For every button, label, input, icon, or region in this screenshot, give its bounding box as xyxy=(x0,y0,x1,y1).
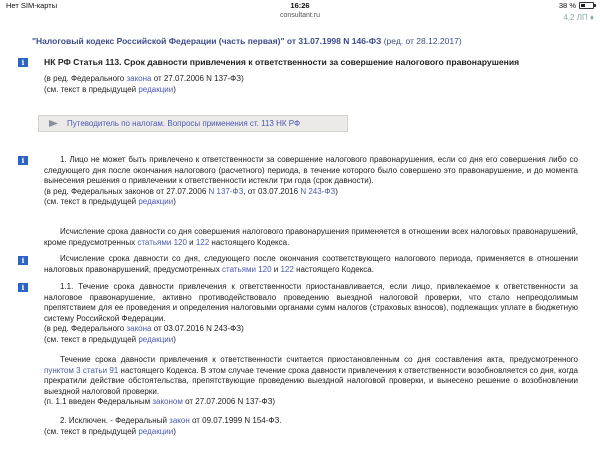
paragraph-4-text: 1.1. Течение срока давности привлечения к ответственности приостанавливается, если лицо, привлекаемое к ответственности за налоговое правонарушение, активно противодействовало проведению выездной налоговой проверки, что стало непреодолимым препятствием для ее проведения и определения налоговыми органами сумм налогов (страховых взносов), подлежащих уплате в бюджетную систему Российской Федерации. xyxy=(44,282,578,323)
status-bar xyxy=(0,0,600,12)
guide-link-box[interactable] xyxy=(38,115,348,132)
article-120-link[interactable]: статьями 120 xyxy=(222,264,272,274)
article-previous-note xyxy=(44,85,578,96)
battery-percent: 38 % xyxy=(558,1,576,10)
paragraph-text: 2. Исключен. - Федеральный xyxy=(60,416,170,425)
previous-edition-link[interactable]: редакции xyxy=(138,426,174,436)
paragraph-text: настоящего Кодекса. xyxy=(209,237,290,247)
paragraph-4 xyxy=(44,282,578,345)
previous-edition-link[interactable]: редакции xyxy=(138,197,174,206)
guide-icon xyxy=(49,120,58,127)
info-icon[interactable]: i xyxy=(18,283,28,292)
paragraph-5-intro xyxy=(44,397,578,408)
edition-text: от 27.07.2006 N 137-ФЗ) xyxy=(151,74,244,83)
edition-text: от 27.07.2006 N 137-ФЗ) xyxy=(182,397,276,406)
law-link[interactable]: закона xyxy=(126,74,152,83)
article-120-link[interactable]: статьями 120 xyxy=(137,237,187,247)
law-137-link[interactable]: N 137-ФЗ xyxy=(208,186,244,196)
previous-text: ) xyxy=(173,84,176,94)
paragraph-5 xyxy=(44,355,578,408)
paragraph-4-previous xyxy=(44,335,578,346)
battery-fill xyxy=(581,4,585,7)
law-link[interactable]: законом xyxy=(152,397,183,406)
clock: 16:26 xyxy=(290,1,310,10)
paragraph-6-text xyxy=(44,416,578,427)
paragraph-2-text xyxy=(44,227,578,248)
paragraph-1-edition xyxy=(44,187,578,198)
article-122-link[interactable]: 122 xyxy=(195,237,210,247)
document-edition: (ред. от 28.12.2017) xyxy=(383,36,462,46)
guide-link[interactable]: Путеводитель по налогам. Вопросы применения ст. 113 НК РФ xyxy=(67,119,301,128)
previous-edition-link[interactable]: редакции xyxy=(138,334,174,344)
paragraph-text: от 09.07.1999 N 154-ФЗ. xyxy=(189,416,282,425)
paragraph-text: и xyxy=(186,237,196,247)
paragraph-text: Исчисление срока давности со дня совершения налогового правонарушения применяется в отношении всех налоговых правонарушений, кроме предусмотренных xyxy=(44,227,578,247)
edition-text: (в ред. Федерального xyxy=(44,324,127,333)
carrier-label: Нет SIM-карты xyxy=(6,1,58,10)
info-icon[interactable]: i xyxy=(18,256,28,265)
paragraph-6 xyxy=(44,416,578,437)
paragraph-1 xyxy=(44,155,578,208)
paragraph-6-previous xyxy=(44,427,578,438)
article-block xyxy=(44,57,578,95)
article-91-link[interactable]: пунктом 3 статьи 91 xyxy=(44,365,119,375)
info-icon[interactable]: i xyxy=(18,58,28,67)
battery-tip xyxy=(594,4,596,7)
paragraph-3 xyxy=(44,254,578,275)
paragraph-text: Течение срока давности привлечения к ответственности считается приостановленным со дня составления акта, предусмотренного xyxy=(60,355,578,364)
paragraph-text: настоящего Кодекса. xyxy=(293,264,374,274)
law-link[interactable]: закон xyxy=(169,416,190,425)
paragraph-text: и xyxy=(271,264,281,274)
law-link[interactable]: закона xyxy=(126,324,152,333)
paragraph-2 xyxy=(44,227,578,248)
edition-text: (п. 1.1 введен Федеральным xyxy=(44,397,153,406)
law-243-link[interactable]: N 243-ФЗ xyxy=(300,186,336,196)
url-bar[interactable]: consultant.ru xyxy=(279,12,321,19)
edition-text: (в ред. Федерального xyxy=(44,74,127,83)
paragraph-3-text xyxy=(44,254,578,275)
paragraph-4-edition xyxy=(44,324,578,335)
previous-text: ) xyxy=(173,334,176,344)
paragraph-1-previous xyxy=(44,197,578,208)
edition-text: ) xyxy=(335,186,338,196)
document-title-text: "Налоговый кодекс Российской Федерации (часть первая)" от 31.07.1998 N 146-ФЗ xyxy=(32,36,382,46)
previous-text: (см. текст в предыдущей xyxy=(44,426,139,436)
article-heading: НК РФ Статья 113. Срок давности привлечения к ответственности за совершение налогового правонарушения xyxy=(44,57,520,67)
previous-text: (см. текст в предыдущей xyxy=(44,197,139,206)
previous-edition-link[interactable]: редакции xyxy=(138,84,174,94)
previous-text: ) xyxy=(173,197,176,206)
battery-icon xyxy=(579,2,594,9)
edition-text: (в ред. Федеральных законов от 27.07.2006 xyxy=(44,186,209,196)
previous-text: (см. текст в предыдущей xyxy=(44,84,139,94)
edition-text: от 03.07.2016 N 243-ФЗ) xyxy=(151,324,244,333)
nav-fragment[interactable]: 4.2 ЛП ♦ xyxy=(563,13,594,22)
paragraph-5-text xyxy=(44,355,578,397)
battery-indicator xyxy=(559,1,594,10)
edition-text: , от 03.07.2016 xyxy=(243,186,301,196)
previous-text: (см. текст в предыдущей xyxy=(44,334,139,344)
paragraph-text: Исчисление срока давности со дня, следующего после окончания соответствующего налогового периода, применяется в отношении налоговых правонарушений, предусмотренных xyxy=(44,254,578,274)
article-122-link[interactable]: 122 xyxy=(280,264,294,274)
previous-text: ) xyxy=(173,426,176,436)
info-icon[interactable]: i xyxy=(18,156,28,165)
paragraph-text: настоящего Кодекса. В этом случае течение срока давности привлечения к ответственности возобновляется со дня, когда прекратили действие обстоятельства, препятствующие проведению выездной налоговой проверки, и вынесено решение о возобновлении выездной налоговой проверки. xyxy=(44,365,578,396)
document-title xyxy=(32,36,462,46)
paragraph-1-text: 1. Лицо не может быть привлечено к ответственности за совершение налогового правонарушения, если со дня его совершения либо со следующего дня после окончания налогового (расчетного) периода, в течение которого было совершено это правонарушение, и до момента вынесения решения о привлечении к ответственности истекли три года (срок давности). xyxy=(44,155,578,185)
article-edition-note xyxy=(44,74,578,85)
